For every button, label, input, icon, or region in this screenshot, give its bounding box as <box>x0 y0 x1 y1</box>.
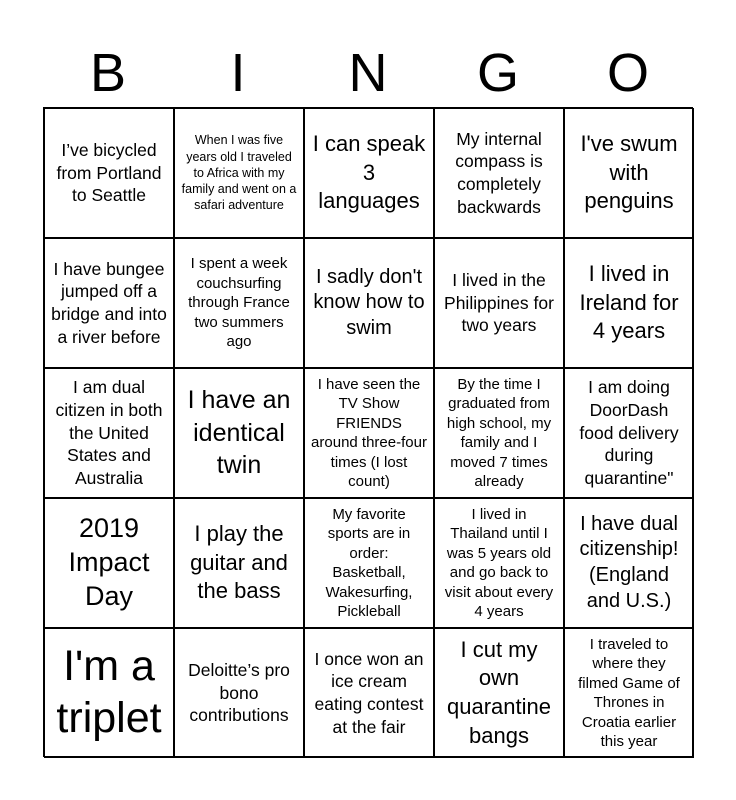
bingo-cell[interactable]: I can speak 3 languages <box>304 108 434 238</box>
bingo-cell[interactable]: I cut my own quarantine bangs <box>434 628 564 758</box>
bingo-cell[interactable]: I have bungee jumped off a bridge and into a river before <box>44 238 174 368</box>
bingo-cell[interactable]: I traveled to where they filmed Game of Thrones in Croatia earlier this year <box>564 628 694 758</box>
bingo-cell[interactable]: My favorite sports are in order: Basketball, Wakesurfing, Pickleball <box>304 498 434 628</box>
header-letter-n: N <box>348 43 388 103</box>
bingo-cell[interactable]: I'm a triplet <box>44 628 174 758</box>
bingo-cell[interactable]: I lived in Ireland for 4 years <box>564 238 694 368</box>
header-letter-i: I <box>230 43 246 103</box>
bingo-cell[interactable]: I've swum with penguins <box>564 108 694 238</box>
bingo-cell[interactable]: By the time I graduated from high school, my family and I moved 7 times already <box>434 368 564 498</box>
bingo-cell[interactable]: I lived in the Philippines for two years <box>434 238 564 368</box>
bingo-header <box>43 40 693 106</box>
bingo-cell[interactable]: I lived in Thailand until I was 5 years old and go back to visit about every 4 years <box>434 498 564 628</box>
bingo-cell[interactable]: 2019 Impact Day <box>44 498 174 628</box>
bingo-cell[interactable]: I have an identical twin <box>174 368 304 498</box>
bingo-cell[interactable]: I sadly don't know how to swim <box>304 238 434 368</box>
bingo-cell[interactable]: When I was five years old I traveled to Africa with my family and went on a safari adventure <box>174 108 304 238</box>
bingo-board <box>43 107 693 757</box>
bingo-cell[interactable]: I have dual citizenship! (England and U.S.) <box>564 498 694 628</box>
bingo-cell[interactable]: I’ve bicycled from Portland to Seattle <box>44 108 174 238</box>
header-letter-b: B <box>89 43 127 103</box>
bingo-cell[interactable]: I am dual citizen in both the United States and Australia <box>44 368 174 498</box>
bingo-cell[interactable]: Deloitte’s pro bono contributions <box>174 628 304 758</box>
bingo-cell[interactable]: I am doing DoorDash food delivery during quarantine" <box>564 368 694 498</box>
bingo-cell[interactable]: I have seen the TV Show FRIENDS around three-four times (I lost count) <box>304 368 434 498</box>
bingo-cell[interactable]: I play the guitar and the bass <box>174 498 304 628</box>
header-letter-o: O <box>606 43 649 103</box>
bingo-cell[interactable]: I once won an ice cream eating contest at the fair <box>304 628 434 758</box>
header-letter-g: G <box>476 43 519 103</box>
bingo-cell[interactable]: My internal compass is completely backwards <box>434 108 564 238</box>
bingo-cell[interactable]: I spent a week couchsurfing through France two summers ago <box>174 238 304 368</box>
